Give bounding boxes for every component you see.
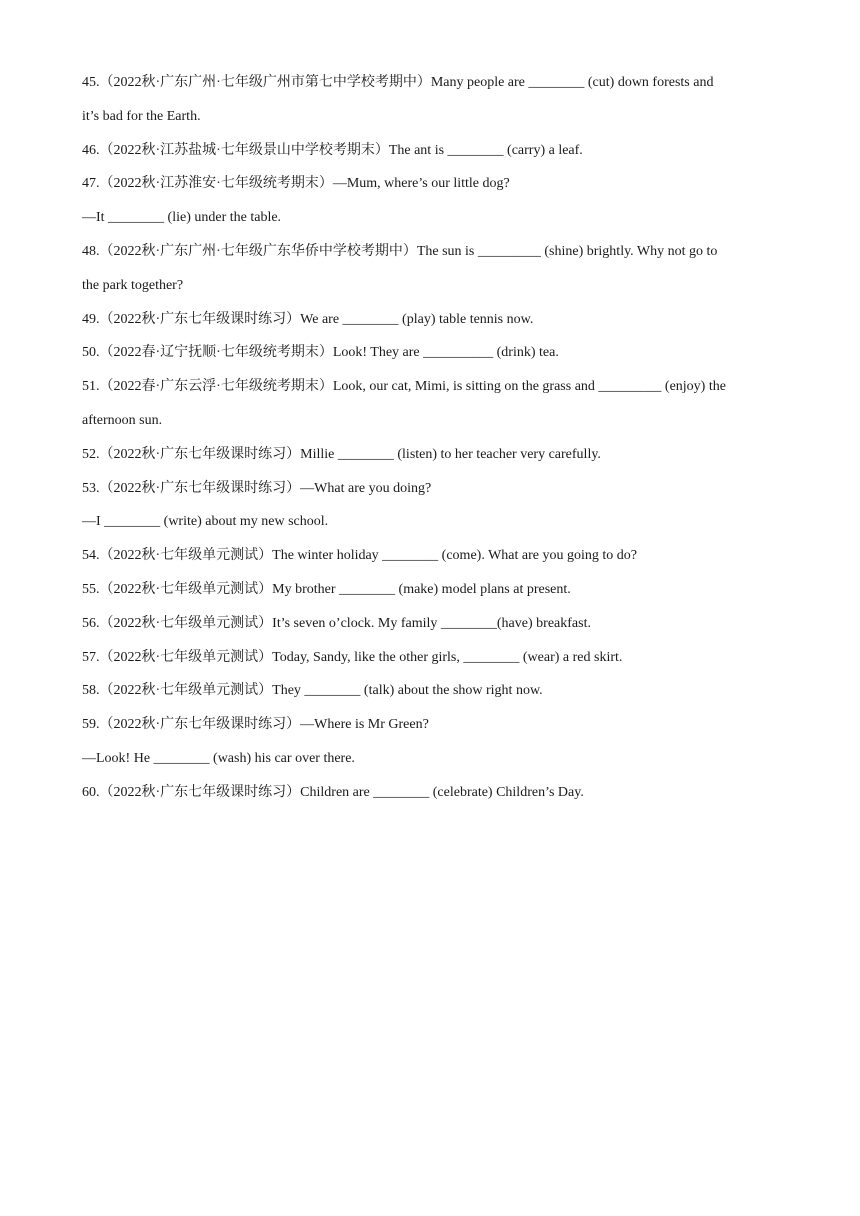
q51-line-2: afternoon sun.	[82, 412, 163, 428]
q49-line: 49.（2022秋·广东七年级课时练习）We are ________ (play) table tennis now.	[82, 311, 534, 327]
q54-line: 54.（2022秋·七年级单元测试）The winter holiday ________ (come). What are you going to do?	[82, 548, 637, 564]
q57-line: 57.（2022秋·七年级单元测试）Today, Sandy, like the other girls, ________ (wear) a red skirt.	[82, 649, 623, 665]
q56-line: 56.（2022秋·七年级单元测试）It’s seven o’clock. My family ________(have) breakfast.	[82, 615, 591, 631]
q45-line-1: 45.（2022秋·广东广州·七年级广州市第七中学校考期中）Many people are ________ (cut) down forests and	[82, 75, 714, 90]
q53-question: 53.（2022秋·广东七年级课时练习）—What are you doing?	[82, 480, 432, 496]
q47-answer: —It ________ (lie) under the table.	[82, 210, 282, 226]
exercise-page	[82, 66, 782, 810]
q53-answer: —I ________ (write) about my new school.	[82, 514, 329, 530]
q60-line: 60.（2022秋·广东七年级课时练习）Children are ________ (celebrate) Children’s Day.	[82, 784, 584, 800]
q58-line: 58.（2022秋·七年级单元测试）They ________ (talk) about the show right now.	[82, 683, 543, 699]
q46-line: 46.（2022秋·江苏盐城·七年级景山中学校考期末）The ant is ________ (carry) a leaf.	[82, 142, 583, 158]
q51-line-1: 51.（2022春·广东云浮·七年级统考期末）Look, our cat, Mimi, is sitting on the grass and _________ (enjoy) the	[82, 379, 726, 395]
q52-line: 52.（2022秋·广东七年级课时练习）Millie ________ (listen) to her teacher very carefully.	[82, 446, 601, 462]
q55-line: 55.（2022秋·七年级单元测试）My brother ________ (make) model plans at present.	[82, 581, 571, 597]
q47-question: 47.（2022秋·江苏淮安·七年级统考期末）—Mum, where’s our little dog?	[82, 176, 510, 192]
q48-line-1: 48.（2022秋·广东广州·七年级广东华侨中学校考期中）The sun is _________ (shine) brightly. Why not go to	[82, 243, 718, 259]
q48-line-2: the park together?	[82, 277, 184, 293]
q59-question: 59.（2022秋·广东七年级课时练习）—Where is Mr Green?	[82, 717, 429, 733]
q59-answer: —Look! He ________ (wash) his car over there.	[82, 750, 355, 766]
q50-line: 50.（2022春·辽宁抚顺·七年级统考期末）Look! They are __________ (drink) tea.	[82, 345, 559, 361]
q45-line-2: it’s bad for the Earth.	[82, 108, 201, 124]
